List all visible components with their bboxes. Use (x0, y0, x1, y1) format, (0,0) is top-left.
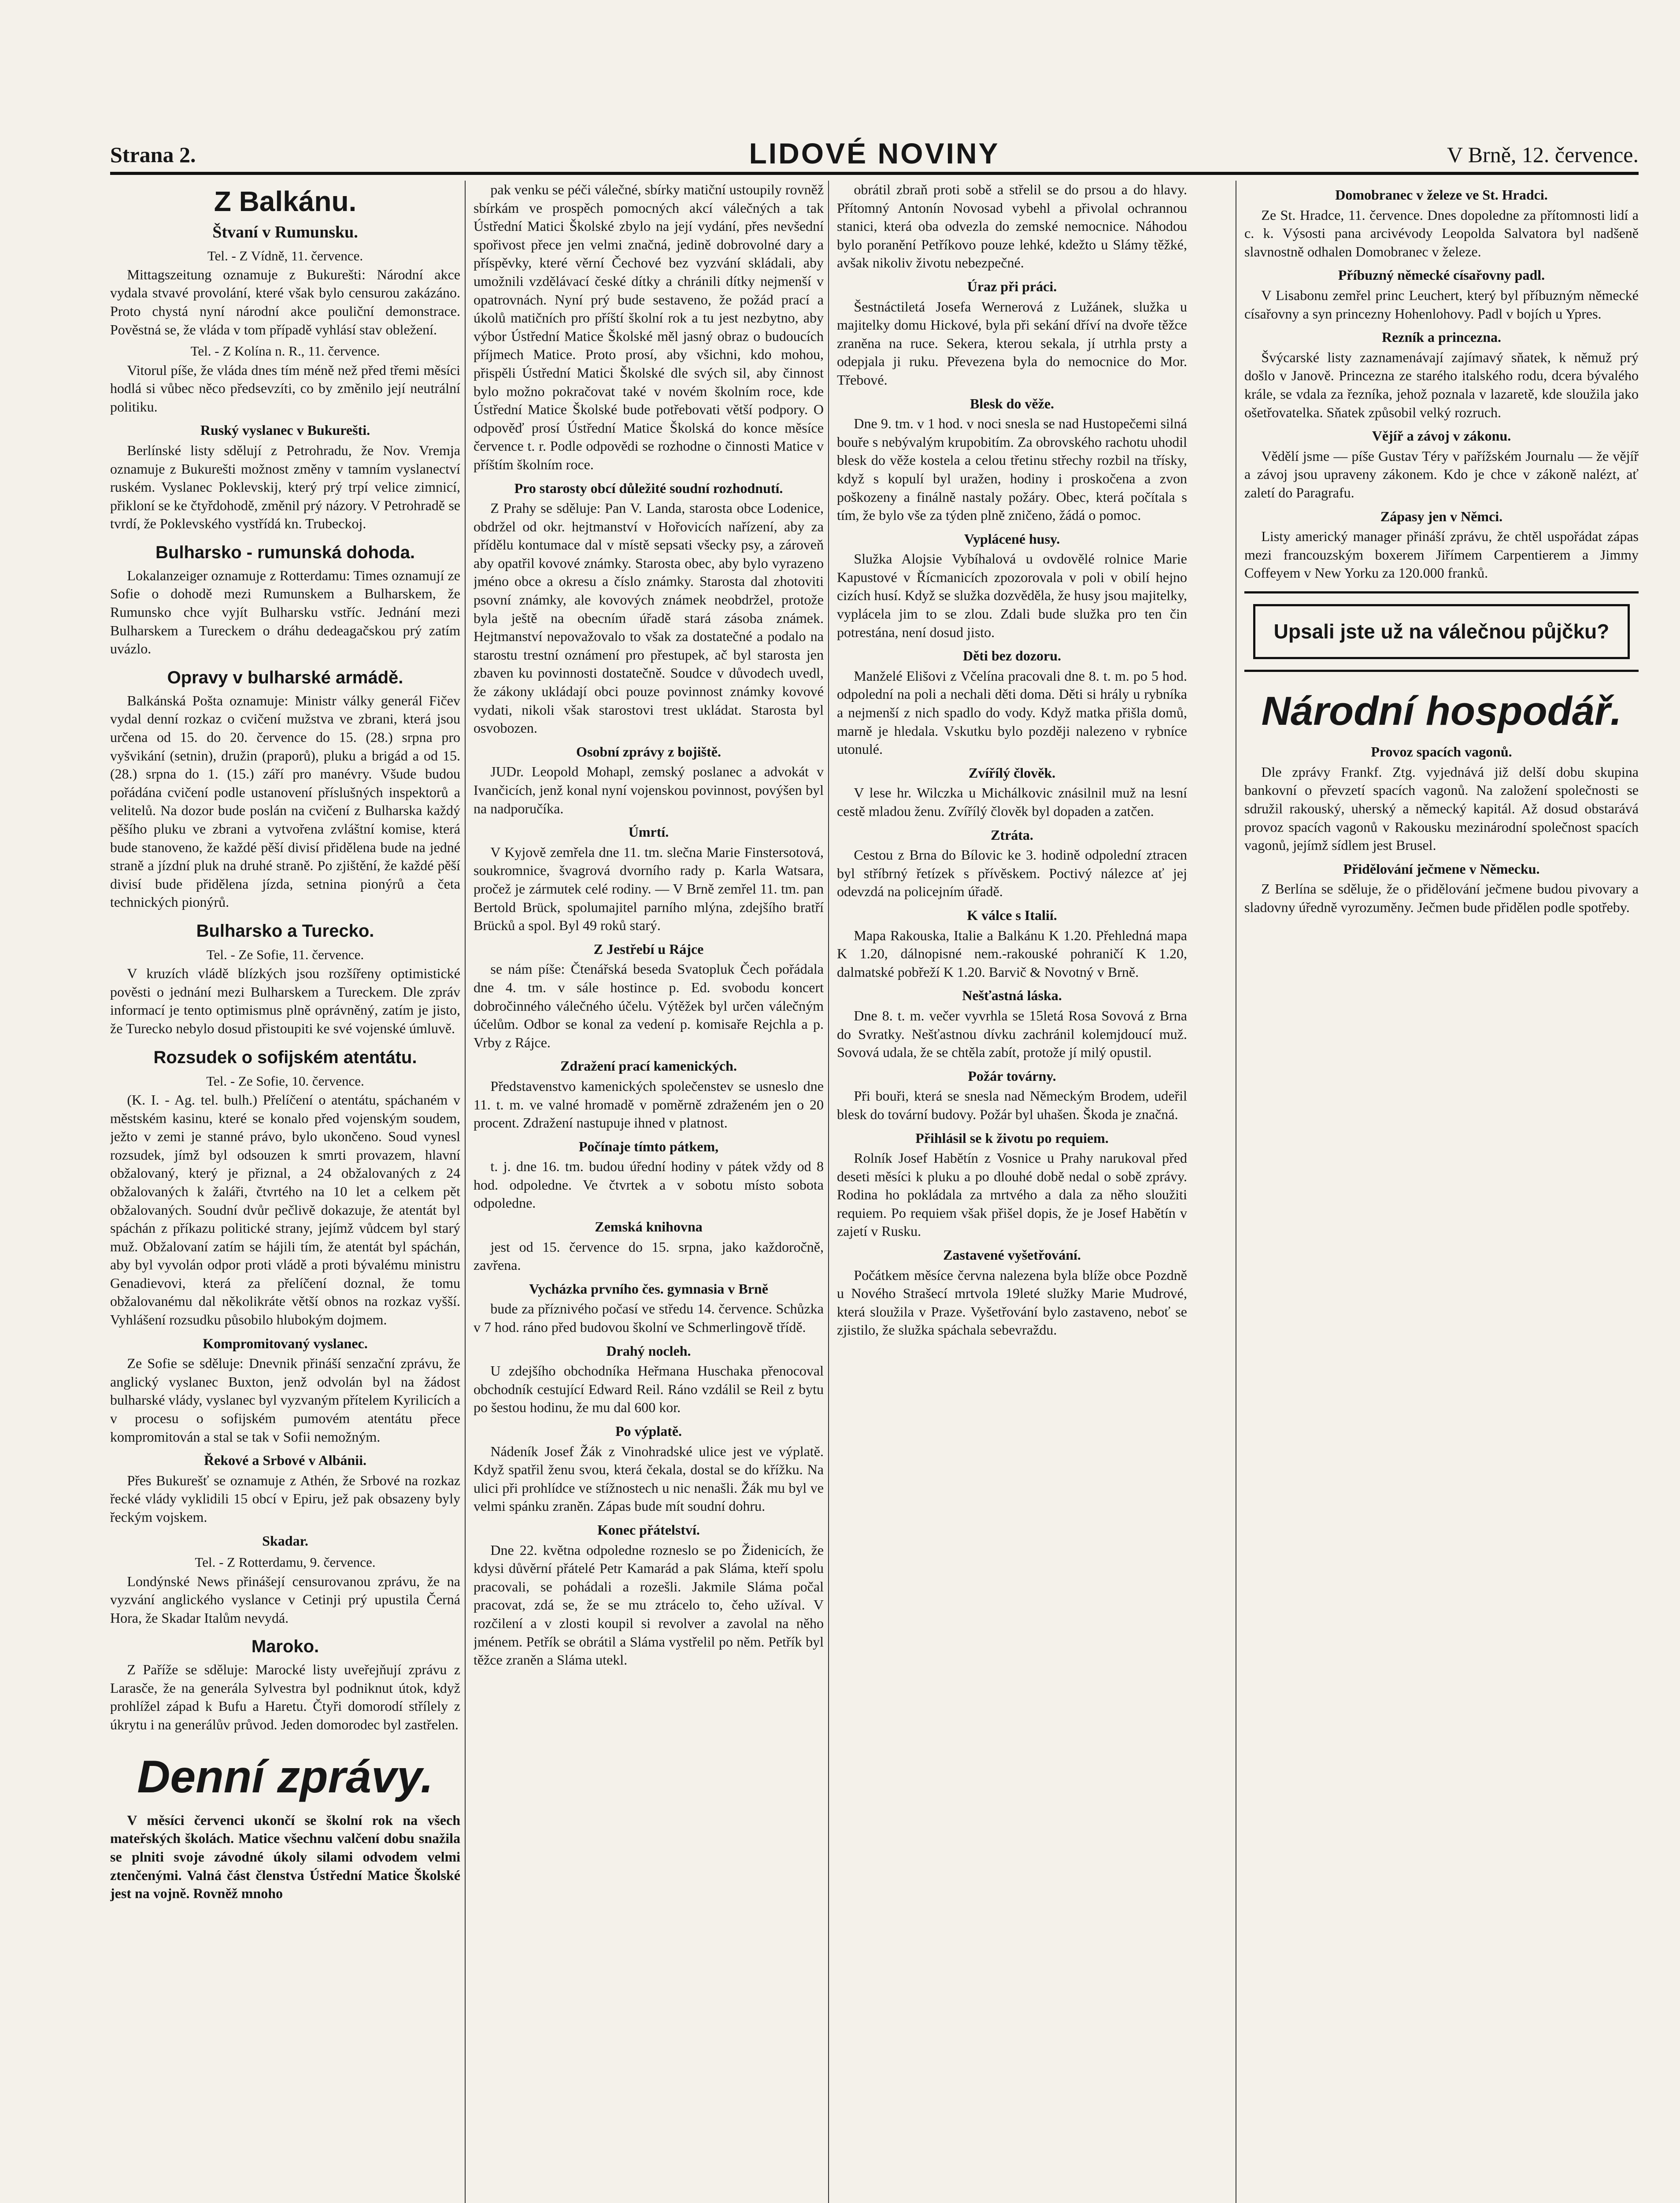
article-heading: Požár továrny. (968, 1068, 1056, 1084)
issue-date: V Brně, 12. července. (1447, 142, 1639, 167)
article-heading: Zvířílý člověk. (968, 764, 1056, 781)
masthead-title: LIDOVÉ NOVINY (749, 137, 1000, 170)
article-text: Z Prahy se sděluje: Pan V. Landa, starosta obce Lodenice, obdržel od okr. hejtmanství v Hořovicích nařízení, aby za přídělu kontumace dal v místě sepsati všecky psy, a zároveň aby opatřil kovové známky. Starosta obec, aby bylo vyrazeno jméno obce a okresu a číslo známky. Starosta dal zhotoviti psovní známky, ale kovových známek neobdržel, protože byla ještě na obecním úřadě stará zásoba známek. Hejtmanství nepovažovalo to však za dostatečné a podalo na starostu trestní oznámení pro přestupek, ač byl starosta jen zbaven ku povinnosti dostatečně. Soudce v důvodech uvedl, že zákony ukládají obci pouze povinnost známky kovové vydati, nikoli však starostovi trest ukládat. Starosta byl osvobozen. (474, 500, 824, 736)
column-rule (828, 181, 829, 2203)
article-heading: Vějíř a závoj v zákonu. (1372, 428, 1511, 444)
article-text: V kruzích vládě blízkých jsou rozšířeny optimistické pověsti o jednání mezi Bulharskem a Tureckem. Dle zpráv informací je tento optimismus plně oprávněný, zatím je jisto, že Turecko nebylo dosud přistoupiti ke své vojenské úmluvě. (110, 965, 460, 1037)
article-heading: Blesk do věže. (970, 395, 1055, 412)
article-heading: Konec přátelství. (597, 1521, 700, 1538)
column-2 (474, 181, 824, 2203)
article-heading: Zápasy jen v Němci. (1380, 508, 1503, 524)
article-heading: Vycházka prvního čes. gymnasia v Brně (529, 1280, 768, 1297)
article-text: bude za příznivého počasí ve středu 14. července. Schůzka v 7 hod. ráno před budovou školní ve Schmerlingově třídě. (474, 1301, 824, 1335)
article-heading: Zdražení prací kamenických. (560, 1058, 737, 1074)
article-heading: Děti bez dozoru. (962, 648, 1062, 664)
dateline: Tel. - Z Kolína n. R., 11. července. (190, 343, 380, 359)
article-text: V lese hr. Wilczka u Michálkovic znásilnil muž na lesní cestě mladou ženu. Zvířílý člověk byl dopaden a zatčen. (837, 785, 1187, 819)
article-text: Ze Sofie se sděluje: Dnevnik přináší senzační zprávu, že anglický vyslanec Buxton, jenž odvolán byl na žádost bulharské vlády, vyslanec byl vyzvaným přítelem Kyrilicích a v procesu o sofijském pumovém atentátu přece kompromitován a stal se tak v Sofii nemožným. (110, 1355, 460, 1445)
article-heading: Po výplatě. (615, 1423, 682, 1439)
article-text: se nám píše: Čtenářská beseda Svatopluk Čech pořádala dne 4. tm. v sále hostince p. Ed. svobodu koncert dobročinného válečného účelu. Výtěžek byl určen válečným účelům. Odbor se konal za vedení p. komisaře Rejchla a p. Vrby z Rájce. (474, 961, 824, 1050)
article-heading: K válce s Italií. (967, 907, 1057, 923)
article-heading: Rozsudek o sofijském atentátu. (153, 1047, 417, 1067)
article-text: Dle zprávy Frankf. Ztg. vyjednává již delší dobu skupina bankovní o převzetí spacích vagonů. Na založení společnosti se sdružil rakouský, uherský a německý kapitál. Až dosud obstarává provoz spacích vagonů v Rakousku mezinárodní společnost spacích vagonů, jejímž sídlem jest Brusel. (1244, 764, 1639, 853)
article-heading: Osobní zprávy z bojiště. (576, 743, 721, 760)
section-title-balkan: Z Balkánu. (214, 185, 357, 217)
article-text: Při bouři, která se snesla nad Německým Brodem, udeřil blesk do tovární budovy. Požár byl uhašen. Škoda je značná. (837, 1088, 1187, 1122)
divider (1244, 670, 1639, 672)
article-heading: Provoz spacích vagonů. (1371, 744, 1512, 760)
article-heading: Domobranec v železe ve St. Hradci. (1335, 187, 1548, 203)
article-heading: Maroko. (251, 1637, 319, 1657)
article-heading: Vyplácené husy. (964, 530, 1060, 547)
article-text: Lokalanzeiger oznamuje z Rotterdamu: Times oznamují ze Sofie o dohodě mezi Rumunskem a Bulharskem, že Rumunsko chce vyjít Bulharsku vstříc. Jednání mezi Bulharskem a Tureckem o dráhu dedeagačskou prý zatím uvázlo. (110, 567, 460, 657)
section-title-narodni-hospodar: Národní hospodář. (1261, 688, 1622, 734)
article-text: Z Berlína se sděluje, že o přidělování ječmene budou pivovary a sladovny úředně vyrozuměny. Ječmen bude přidělen podle spotřeby. (1244, 881, 1639, 915)
article-text: (K. I. - Ag. tel. bulh.) Přelíčení o atentátu, spáchaném v městském kasinu, které se konalo před vojenským soudem, ježto v zemi je stanné právo, bylo ukončeno. Soud vynesl rozsudek, jímž byl odsouzen k smrti provazem, hlavní obžalovaný, který je přiznal, a 24 obžalovaných z 24 obžalovaných k žaláři, čtvrtého na 10 let a celkem pět obžalovaných. Soudní dvůr pečlivě dokazuje, že atentát byl spáchán z příkazu politické strany, jejímž vůdcem byl starý muž. Obžalovaní zatím se hájili tím, že atentát byl spáchán, aby byl vyvolán odpor proti vládě a proti bývalému ministru Genadievovi, která za přelíčení doznal, že tomu obžalovanému dal několikráte větší obnos na rozkaz vyšší. Vyhlášení rozsudku působilo hlubokým dojmem. (110, 1091, 460, 1328)
article-text: Vitorul píše, že vláda dnes tím méně než před třemi měsíci hodlá si vůbec něco předsevzíti, co by změnilo její neutrální politiku. (110, 362, 460, 415)
article-heading: Rezník a princezna. (1381, 329, 1502, 345)
article-text: Dne 22. května odpoledne rozneslo se po Židenicích, že kdysi důvěrní přátelé Petr Kamarád a pak Sláma, kteří spolu pracovali, se pohádali a rozešli. Jakmile Sláma počal pracovat, zdá se, že se mu ztrácelo to, čeho užíval. V rozčilení a v zlosti koupil si revolver a zavolal na něho jménem. Petřík se obrátil a Sláma vystřelil po něm. Petřík byl těžce zraněn a Sláma utekl. (474, 1542, 824, 1668)
article-text: V měsíci červenci ukončí se školní rok na všech mateřských školách. Matice všechnu valčení dobu snažila se plniti svoje závodné úkoly silami odvodem velmi ztenčenými. Valná část členstva Ústřední Matice Školské jest na vojně. Rovněž mnoho (110, 1812, 460, 1902)
article-heading: Zemská knihovna (595, 1219, 703, 1235)
article-text: Nádeník Josef Žák z Vinohradské ulice jest ve výplatě. Když spatřil ženu svou, která čekala, dostal se do křížku. Na ulici při prohlídce ve stížnostech u nic nenašli. Žák mu byl ve velmi spánku zraněn. Zápas bude mít soudní dohru. (474, 1443, 824, 1514)
article-text: Listy americký manager přináší zprávu, že chtěl uspořádat zápas mezi francouzským boxerem Jiřímem Carpentierem a Jimmy Coffeyem v New Yorku za 120.000 franků. (1244, 528, 1639, 581)
article-text: obrátil zbraň proti sobě a střelil se do prsou a do hlavy. Přítomný Antonín Novosad vybehl a přivolal ochrannou stanici, která oba odvezla do zemské nemocnice. Náhodou bylo poranění Petříkovo pouze lehké, kdežto u Slámy těžké, avšak nikoliv životu nebezpečné. (837, 182, 1187, 271)
article-heading: Kompromitovaný vyslanec. (203, 1335, 368, 1351)
war-loan-notice: Upsali jste už na válečnou půjčku? (1253, 604, 1630, 659)
article-text: Z Paříže se sděluje: Marocké listy uveřejňují zprávu z Larasče, že na generála Sylvestra byl podniknut útok, když prohlížel západ k Bufu a Haretu. Čtyři domorodí střílely z úkrytu i na generálův průvod. Jeden domorodec byl zastřelen. (110, 1662, 460, 1733)
article-heading: Bulharsko a Turecko. (196, 921, 374, 941)
article-text: Balkánská Pošta oznamuje: Ministr války generál Fičev vydal denní rozkaz o cvičení mužstva ve zbrani, která jsou určena od 15. do 20. července do 15. (28.) srpna pro vyšvikání (setnin), družin (praporů), pluku a brigád a od 15. (28.) srpna do 1. (15.) září pro manévry. Všude budou pořádána cvičení podle ustanovení příslušných inspektorů a velitelů. Na dozor bude poslán na cvičení z Bulharska každý pěšího pluku ve zbrani a vytvořena zvláštní komise, která bude stanoveno, že každé pěší divisí přidělena bude na jedné straně a jízdní pluk na druhé straně. Po zjištění, že každé pěší divisí bude přidělena jízda, setnina pionýrů a četa technických pionýrů. (110, 692, 460, 910)
article-text: Manželé Elišovi z Včelína pracovali dne 8. t. m. po 5 hod. odpolední na poli a nechali děti doma. Děti si hrály u rybníka a nejmenší z nich spadlo do vody. Když matka přišla domů, marně je hledala. Vskutku bylo později nalezeno v rybníce utonulé. (837, 668, 1187, 757)
dateline: Tel. - Z Rotterdamu, 9. července. (195, 1554, 376, 1570)
article-heading: Ruský vyslanec v Bukurešti. (200, 422, 370, 438)
article-text: V Lisabonu zemřel princ Leuchert, který byl příbuzným německé císařovny a syn princezny Hohenlohovy. Padl v bojích u Ypres. (1244, 287, 1639, 322)
article-text: Služka Alojsie Vybíhalová u ovdovělé rolnice Marie Kapustové v Řícmanicích zpozorovala v poli v obilí hejno cizích husí. Když se služka dozvěděla, že husy jsou majitelky, vyplácela jim to se zlou. Zdali bude služka pro ten čin potrestána, není dosud jisto. (837, 551, 1187, 640)
page-number: Strana 2. (110, 142, 196, 167)
article-text: Londýnské News přinášejí censurovanou zprávu, že na vyzvání anglického vyslance v Cetinji prý upustila Černá Hora, že Skadar Italům nevydá. (110, 1573, 460, 1626)
article-heading: Pro starosty obcí důležité soudní rozhodnutí. (514, 480, 783, 496)
article-text: Představenstvo kamenických společenstev se usneslo dne 11. t. m. ve valné hromadě v poměrně zdraženém jen o 20 procent. Zdražení nastupuje ihned v platnost. (474, 1078, 824, 1131)
article-text: Berlínské listy sdělují z Petrohradu, že Nov. Vremja oznamuje z Bukurešti možnost změny v tamním vyslanectví ruském. Vyslanec Poklevskij, který prý trpí velice zimnicí, přikloní se ke čtyřdohodě, změnil prý názory. V Petrohradě se tvrdí, že Poklevského vystřídá kn. Trubeckoj. (110, 442, 460, 532)
article-heading: Štvaní v Rumunsku. (212, 223, 358, 242)
article-text: jest od 15. července do 15. srpna, jako každoročně, zavřena. (474, 1239, 824, 1273)
dateline: Tel. - Ze Sofie, 10. července. (206, 1073, 364, 1089)
article-text: Dne 8. t. m. večer vyvrhla se 15letá Rosa Sovová z Brna do Svratky. Nešťastnou dívku zachránil kolemjdoucí muž. Sovová udala, že se chtěla zabít, protože jí milý opustil. (837, 1007, 1187, 1061)
article-heading: Úraz při práci. (967, 278, 1057, 294)
article-text: Cestou z Brna do Bílovic ke 3. hodině odpolední ztracen byl stříbrný řetízek s přívěskem. Poctivý nálezce ať jej odevzdá na policejním úřadě. (837, 847, 1187, 900)
article-text: Přes Bukurešť se oznamuje z Athén, že Srbové na rozkaz řecké vlády vyklidili 15 obcí v Epiru, jež pak obsazeny byly řeckým vojskem. (110, 1472, 460, 1525)
column-4 (1244, 181, 1639, 2203)
article-heading: Ztráta. (991, 827, 1033, 843)
divider (1244, 591, 1639, 593)
article-heading: Zastavené vyšetřování. (943, 1247, 1081, 1263)
dateline: Tel. - Ze Sofie, 11. července. (206, 946, 364, 962)
article-text: U zdejšího obchodníka Heřmana Huschaka přenocoval obchodník cestující Edward Reil. Ráno vzdálil se Reil z bytu po šestou hodinu, že mu dal 600 kor. (474, 1363, 824, 1416)
article-heading: Řekové a Srbové v Albánii. (204, 1452, 366, 1469)
article-text: Mapa Rakouska, Italie a Balkánu K 1.20. Přehledná mapa K 1.20, dálnopisné nem.-rakouské pohraničí K 1.20, dalmatské pobřeží K 1.20. Barvič & Novotný v Brně. (837, 927, 1187, 980)
article-heading: Nešťastná láska. (962, 987, 1062, 1004)
article-heading: Bulharsko - rumunská dohoda. (155, 542, 415, 562)
article-text: Šestnáctiletá Josefa Wernerová z Lužánek, služka u majitelky domu Hickové, byla při sekání dříví na dvoře těžce zraněna na ruce. Sekera, kterou sekala, jí utrhla prsty a odepjala ji ruku. Převezena byla do nemocnice do Mor. Třebové. (837, 298, 1187, 388)
article-text: Mittagszeitung oznamuje z Bukurešti: Národní akce vydala stvavé provolání, které však bylo censurou zakázáno. Proto chystá nyní národní akce pouliční demonstrace. Pověstná se, že vláda v tom případě vyhlásí stav obležení. (110, 266, 460, 337)
section-title-denni-zpravy: Denní zprávy. (137, 1751, 433, 1802)
column-3 (837, 181, 1187, 2203)
article-text: t. j. dne 16. tm. budou úřední hodiny v pátek vždy od 8 hod. odpoledne. Ve čtvrtek a v sobotu místo sobota odpoledne. (474, 1158, 824, 1211)
article-heading: Opravy v bulharské armádě. (167, 668, 403, 687)
article-text: Švýcarské listy zaznamenávají zajímavý sňatek, k němuž prý došlo v Janově. Princezna ze starého italského rodu, dcera bývalého krále, se vdala za řezníka, jehož poznala v lazaretě, kde sloužila jako ošetřovatelka. Sňatek způsobil velký rozruch. (1244, 349, 1639, 420)
article-text: Rolník Josef Habětín z Vosnice u Prahy narukoval před deseti měsíci k pluku a po dlouhé době nedal o sobě zprávy. Rodina ho pokládala za mrtvého a dala za něho sloužiti requiem. Po requiem však přišel dopis, že je Josef Habětín v zajetí v Rusku. (837, 1150, 1187, 1239)
article-heading: Úmrtí. (628, 824, 669, 840)
article-text: Dne 9. tm. v 1 hod. v noci snesla se nad Hustopečemi silná bouře s nebývalým krupobitím. Za obrovského rachotu uhodil blesk do věže kostela a celou třetinu střechy rozbil na třísky, když s kopulí byl uražen, hodiny i proskočena a zvon poškozeny a finálně nastaly požáry. Obec, která počítala s tím, že bylo vše za týden plně zničeno, žádá o pomoc. (837, 415, 1187, 523)
article-text: V Kyjově zemřela dne 11. tm. slečna Marie Finstersotová, soukromnice, švagrová dvorního rady p. Karla Watsara, pročež je zármutek celé rodiny. — V Brně zemřel 11. tm. pan Bertold Brück, spolumajitel parního mlýna, zdejšího bratří Brücků a spol. Byl 49 roků starý. (474, 844, 824, 934)
column-rule (465, 181, 466, 2203)
article-text: Vědělí jsme — píše Gustav Téry v pařížském Journalu — že vějíř a závoj jsou upraveny zákonem. Kdo je chce v zákoně nalézt, ať zaletí do Paragrafu. (1244, 448, 1639, 501)
article-text: Počátkem měsíce června nalezena byla blíže obce Pozdně u Nového Strašecí mrtvola 19leté služky Marie Mudrové, která sloužila v Praze. Vyšetřování bylo zastaveno, neboť se zjistilo, že služka spáchala sebevraždu. (837, 1267, 1187, 1338)
article-text: pak venku se péči válečné, sbírky matiční ustoupily rovněž sbírkám ve prospěch pomocných akcí válečných a tak Ústřední Matici Školské zbylo na její vydání, přes nevšední spořivost přece jen velmi značná, jedině dobrovolné dary a příspěvky, které věrní Čechové bez vyzvání skládali, aby umožnili vzdělávací české dítky a chránili dítky nejmenší v opatrovnách. Nyní prý bude sestaveno, že požád prací a úkolů matičních pro příští školní rok a tu jest nezbytno, aby výbor Ústřední Matice Školské měl jasný obraz o budoucích příjmech Matice. Proto prosí, aby všichni, kdo mohou, přispěli Ústřední Matici Školské dle svých sil, aby činnost bylo možno pokračovat také v novém školním roce, kde Ústřední Matice Školské bude potřebovati větší podpory. O odpověď prosí Ústřední Matice Školská do konce měsíce července t. r. Podle odpovědi se rozhodne o činnosti Matice v příštím školním roce. (474, 182, 824, 472)
article-heading: Přidělování ječmene v Německu. (1343, 860, 1540, 877)
dateline: Tel. - Z Vídně, 11. července. (207, 248, 363, 263)
column-1 (110, 181, 460, 2203)
article-heading: Počínaje tímto pátkem, (578, 1138, 719, 1154)
page-header (110, 137, 1639, 175)
article-text: JUDr. Leopold Mohapl, zemský poslanec a advokát v Ivančicích, jenž konal nyní vojenskou povinnost, povýšen byl na nadporučíka. (474, 764, 824, 816)
article-heading: Z Jestřebí u Rájce (593, 941, 704, 957)
article-heading: Skadar. (262, 1532, 308, 1549)
article-heading: Příbuzný německé císařovny padl. (1338, 267, 1545, 283)
article-text: Ze St. Hradce, 11. července. Dnes dopoledne za přítomnosti lidí a c. k. Výsosti pana arcivévody Leopolda Salvatora byl nadšeně slavnostně odhalen Domobranec v železe. (1244, 207, 1639, 260)
article-heading: Drahý nocleh. (606, 1343, 691, 1359)
article-heading: Přihlásil se k životu po requiem. (915, 1130, 1109, 1146)
